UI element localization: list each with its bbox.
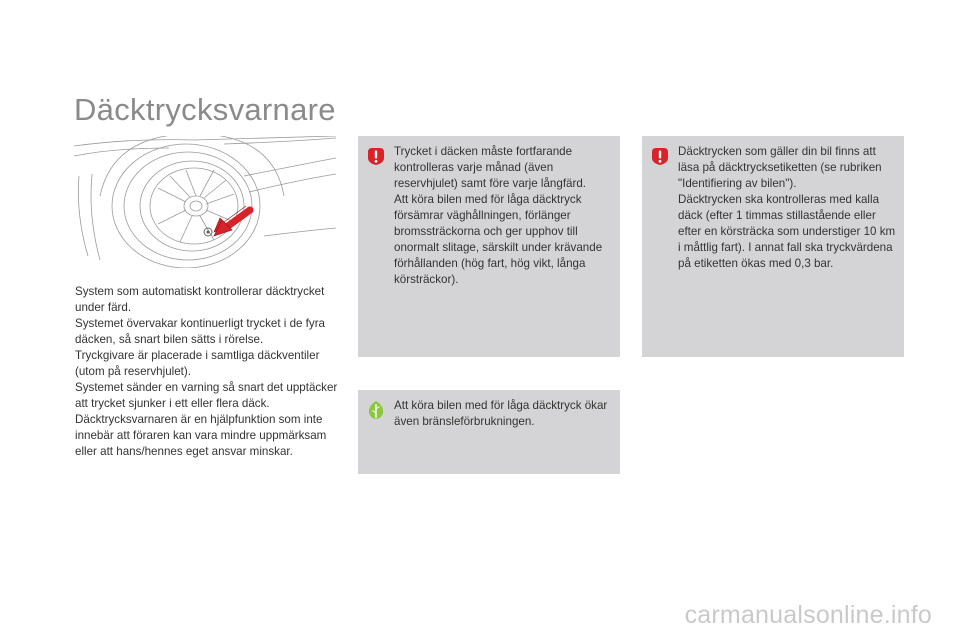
exclamation-icon — [650, 146, 670, 166]
note-paragraph: Däcktrycken ska kontrolleras med kalla däck (efter 1 timmas stillastående eller efter en körsträcka som understiger 10 km i måttlig fart). I annat fall ska tryckvärdena på etiketten ökas med 0,3 bar. — [678, 193, 896, 270]
main-paragraph: Systemet sänder en varning så snart det upptäcker att trycket sjunker i ett eller flera däck. — [75, 381, 338, 410]
main-paragraph: Däcktrycksvarnaren är en hjälpfunktion som inte innebär att föraren kan vara mindre uppmärksam eller att hans/hennes eget ansvar minskar. — [75, 413, 327, 458]
page-title: Däcktrycksvarnare — [74, 92, 336, 127]
main-paragraph: Systemet övervakar kontinuerligt trycket i de fyra däcken, så snart bilen sätts i rörelse. — [75, 317, 326, 346]
main-description — [75, 284, 343, 460]
wheel-valve-illustration — [74, 136, 336, 268]
note-paragraph: Däcktrycken som gäller din bil finns att läsa på däcktrycksetiketten (se rubriken "Identifiering av bilen"). — [678, 145, 882, 190]
warning-note-monthly-check — [358, 136, 620, 357]
main-paragraph: System som automatiskt kontrollerar däcktrycket under färd. — [75, 285, 325, 314]
main-paragraph: Tryckgivare är placerade i samtliga däckventiler (utom på reservhjulet). — [75, 349, 320, 378]
note-paragraph: Att köra bilen med för låga däcktryck ökar även bränsleförbrukningen. — [394, 399, 608, 428]
warning-note-pressure-label — [642, 136, 904, 357]
note-paragraph: Trycket i däcken måste fortfarande kontrolleras varje månad (även reservhjulet) samt före varje långfärd. — [394, 145, 587, 190]
exclamation-icon — [366, 146, 386, 166]
eco-note-fuel-consumption — [358, 390, 620, 474]
watermark-text: carmanualsonline.info — [684, 601, 932, 629]
leaf-icon — [366, 400, 386, 420]
note-paragraph: Att köra bilen med för låga däcktryck försämrar väghållningen, förlänger bromssträckorna och ger upphov till onormalt slitage, särskilt under krävande förhållanden (hög fart, hög vikt, långa körsträckor). — [394, 193, 603, 286]
